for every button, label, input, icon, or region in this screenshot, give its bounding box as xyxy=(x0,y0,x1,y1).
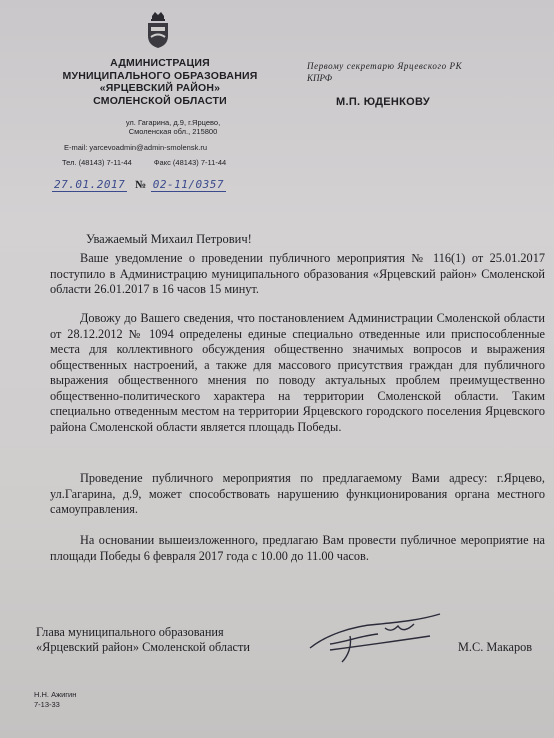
reg-date: 27.01.2017 xyxy=(54,178,126,191)
body-paragraph: Проведение публичного мероприятия по предлагаемому Вами адресу: г.Ярцево, ул.Гагарина, д.9, может способствовать нарушению функционирования органа местного самоуправления. xyxy=(50,471,545,516)
org-address xyxy=(98,118,248,136)
body-paragraph: На основании вышеизложенного, предлагаю Вам провести публичное мероприятие на площади Победы 6 февраля 2017 года с 10.00 до 11.00 часов. xyxy=(50,533,545,563)
org-line: «ЯРЦЕВСКИЙ РАЙОН» xyxy=(99,82,221,94)
signatory-title-line: «Ярцевский район» Смоленской области xyxy=(36,640,250,654)
recipient-line: КПРФ xyxy=(307,73,332,83)
fax-number: Факс (48143) 7-11-44 xyxy=(153,158,227,167)
registration-line xyxy=(52,178,226,191)
executor-info xyxy=(34,690,76,710)
phone-number: Тел. (48143) 7-11-44 xyxy=(62,158,132,167)
address-line: Смоленская обл., 215800 xyxy=(128,127,218,136)
executor-phone: 7-13-33 xyxy=(34,700,60,709)
signatory-title xyxy=(36,625,250,655)
address-line: ул. Гагарина, д.9, г.Ярцево, xyxy=(125,118,221,127)
organization-name xyxy=(60,57,260,107)
coat-of-arms-icon xyxy=(143,10,173,50)
org-email: E-mail: yarcevoadmin@admin-smolensk.ru xyxy=(64,143,208,152)
recipient-line: Первому секретарю Ярцевского РК xyxy=(307,61,463,71)
body-paragraph: Ваше уведомление о проведении публичного мероприятия № 116(1) от 25.01.2017 поступило в Администрацию муниципального образования «Ярцевский район» Смоленской области 26.01.2017 в 16 часов 15 минут. xyxy=(50,251,545,296)
org-phones xyxy=(62,158,226,167)
handwritten-signature xyxy=(290,606,460,666)
org-line: АДМИНИСТРАЦИЯ xyxy=(110,57,210,69)
signatory-title-line: Глава муниципального образования xyxy=(36,625,224,639)
reg-no-sign: № xyxy=(135,179,147,191)
reg-number: 02-11/0357 xyxy=(152,178,225,191)
recipient-block xyxy=(307,60,517,84)
signatory-name: М.С. Макаров xyxy=(458,640,533,654)
greeting: Уважаемый Михаил Петрович! xyxy=(86,232,252,246)
executor-name: Н.Н. Ажигин xyxy=(34,690,77,699)
org-line: МУНИЦИПАЛЬНОГО ОБРАЗОВАНИЯ xyxy=(62,69,258,82)
org-line: СМОЛЕНСКОЙ ОБЛАСТИ xyxy=(93,94,227,107)
body-paragraph: Довожу до Вашего сведения, что постановлением Администрации Смоленской области от 28.12.2012 № 1094 определены единые специально отведенные или приспособленные места для коллективного обсуждения общественно значимых вопросов и выражения общественных настроений, а также для массового присутствия граждан для публичного выражения общественного мнения по поводу актуальных проблем преимущественно общественно-политического характера на территории Смоленской области. Таким специально отведенным местом на территории Ярцевского городского поселения Ярцевского района Смоленской области является площадь Победы. xyxy=(50,311,545,434)
recipient-name: М.П. ЮДЕНКОВУ xyxy=(336,96,430,108)
